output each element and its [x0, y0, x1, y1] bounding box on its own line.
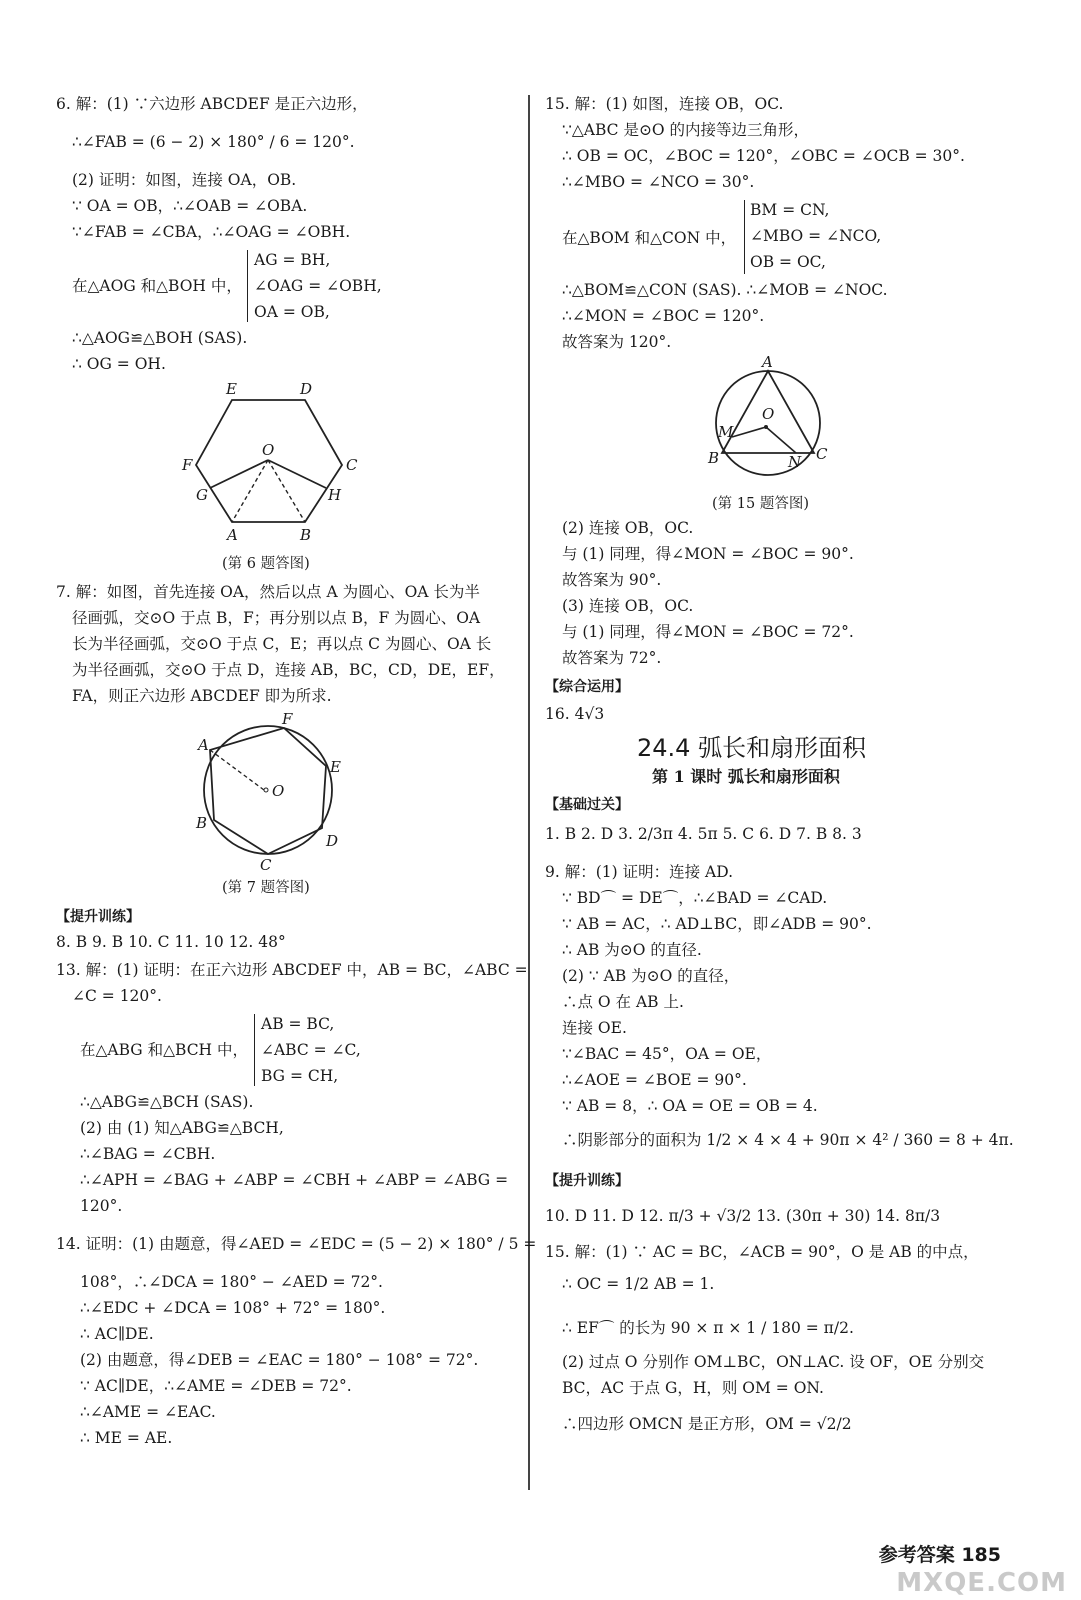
- q15b-line: (3) 连接 OB，OC.: [562, 597, 694, 615]
- answers-8-12: 8. B 9. B 10. C 11. 10 12. 48°: [56, 933, 286, 951]
- q15b-line: 故答案为 72°.: [562, 649, 662, 667]
- q13-line: ∠C = 120°.: [72, 987, 162, 1005]
- q14-line: 108°，∴∠DCA = 180° − ∠AED = 72°.: [80, 1273, 383, 1291]
- q13-cond: AB = BC,: [261, 1015, 335, 1033]
- answer-16: 16. 4√3: [545, 705, 605, 723]
- watermark: MXQE.COM: [896, 1568, 1067, 1598]
- fig15-caption: (第 15 题答图): [712, 496, 809, 512]
- section-jichu: 【基础过关】: [545, 797, 629, 813]
- q13-cond: ∠ABC = ∠C,: [261, 1041, 361, 1059]
- q14-line: ∴∠AME = ∠EAC.: [80, 1403, 216, 1421]
- fig6-label: D: [300, 380, 313, 398]
- q15r-line: ∴ EF⌒ 的长为 90 × π × 1 / 180 = π/2.: [562, 1319, 854, 1337]
- fig6-label: O: [262, 441, 275, 459]
- fig6-label: B: [300, 526, 312, 544]
- answers-1-8: 1. B 2. D 3. 2/3π 4. 5π 5. C 6. D 7. B 8. 3: [545, 825, 862, 843]
- q9-line: ∴∠AOE = ∠BOE = 90°.: [562, 1071, 747, 1089]
- q13-line: 在△ABG 和△BCH 中，: [80, 1041, 249, 1059]
- q15-line: ∴∠MON = ∠BOC = 120°.: [562, 307, 765, 325]
- q13-cond: BG = CH,: [261, 1067, 339, 1085]
- fig15-circle-triangle-diagram: [700, 355, 840, 480]
- q14-line: ∴ ME = AE.: [80, 1429, 173, 1447]
- q15r-line: BC，AC 于点 G，H，则 OM = ON.: [562, 1379, 824, 1397]
- fig15-label: N: [788, 453, 802, 471]
- q15-line: ∴∠MBO = ∠NCO = 30°.: [562, 173, 755, 191]
- fig6-label: G: [196, 486, 208, 504]
- q9-line: ∴ AB 为⊙O 的直径.: [562, 941, 702, 959]
- q15-cond: BM = CN,: [750, 201, 830, 219]
- q15-line: ∵△ABC 是⊙O 的内接等边三角形，: [562, 121, 810, 139]
- fig6-label: F: [182, 456, 193, 474]
- q15r-line: (2) 过点 O 分别作 OM⊥BC，ON⊥AC. 设 OF，OE 分别交: [562, 1353, 985, 1371]
- section-tisheng-2: 【提升训练】: [545, 1173, 629, 1189]
- q9-line: ∵ BD⌒ = DE⌒，∴∠BAD = ∠CAD.: [562, 889, 828, 907]
- q7-line: 7. 解：如图，首先连接 OA，然后以点 A 为圆心、OA 长为半: [56, 583, 480, 601]
- q9-line: ∵∠BAC = 45°，OA = OE，: [562, 1045, 772, 1063]
- q14-line: ∵ AC∥DE，∴∠AME = ∠DEB = 72°.: [80, 1377, 352, 1395]
- fig7-label: O: [272, 782, 285, 800]
- q7-line: FA，则正六边形 ABCDEF 即为所求.: [72, 687, 332, 705]
- q15-line: ∴△BOM≌△CON (SAS). ∴∠MOB = ∠NOC.: [562, 281, 888, 299]
- fig7-label: F: [282, 710, 293, 728]
- fig7-label: A: [198, 736, 209, 754]
- q6-line: ∴ OG = OH.: [72, 355, 166, 373]
- q9-line: ∵ AB = 8，∴ OA = OE = OB = 4.: [562, 1097, 818, 1115]
- brace: [247, 250, 248, 322]
- fig15-label: B: [708, 449, 720, 467]
- chapter-title: 24.4 弧长和扇形面积: [637, 734, 867, 762]
- q6-line: ∴∠FAB = (6 − 2) × 180° / 6 = 120°.: [72, 133, 355, 151]
- q13-line: ∴△ABG≌△BCH (SAS).: [80, 1093, 254, 1111]
- q15r-line: 15. 解：(1) ∵ AC = BC，∠ACB = 90°，O 是 AB 的中点，: [545, 1243, 979, 1261]
- q15-line: ∴ OB = OC，∠BOC = 120°，∠OBC = ∠OCB = 30°.: [562, 147, 965, 165]
- q9-line: ∴点 O 在 AB 上.: [562, 993, 684, 1011]
- fig7-label: E: [330, 758, 341, 776]
- q9-line: 9. 解：(1) 证明：连接 AD.: [545, 863, 734, 881]
- fig7-label: C: [260, 856, 272, 874]
- q9-line: ∵ AB = AC，∴ AD⊥BC，即∠ADB = 90°.: [562, 915, 872, 933]
- brace: [744, 200, 745, 274]
- q15b-line: 与 (1) 同理，得∠MON = ∠BOC = 72°.: [562, 623, 854, 641]
- q15-line: 故答案为 120°.: [562, 333, 672, 351]
- q13-line: ∴∠BAG = ∠CBH.: [80, 1145, 216, 1163]
- brace: [254, 1014, 255, 1086]
- fig7-label: D: [326, 832, 339, 850]
- fig6-hexagon-diagram: [170, 380, 390, 550]
- page-footer: 参考答案 185: [878, 1544, 1001, 1566]
- q7-line: 为半径画弧，交⊙O 于点 D，连接 AB，BC，CD，DE，EF，: [72, 661, 505, 679]
- fig6-label: C: [346, 456, 358, 474]
- fig6-label: E: [226, 380, 237, 398]
- q6-line: ∵∠FAB = ∠CBA，∴∠OAG = ∠OBH.: [72, 223, 351, 241]
- q14-line: ∴ AC∥DE.: [80, 1325, 154, 1343]
- section-tisheng: 【提升训练】: [56, 909, 140, 925]
- fig6-caption: (第 6 题答图): [222, 556, 310, 572]
- q15-line: 15. 解：(1) 如图，连接 OB，OC.: [545, 95, 784, 113]
- q15r-line: ∴ OC = 1/2 AB = 1.: [562, 1275, 715, 1293]
- column-divider: [528, 95, 530, 1490]
- q15-cond: OB = OC,: [750, 253, 826, 271]
- q13-line: 13. 解：(1) 证明：在正六边形 ABCDEF 中，AB = BC，∠ABC =: [56, 961, 528, 979]
- q6-cond: AG = BH,: [254, 251, 331, 269]
- q15-line: 在△BOM 和△CON 中，: [562, 229, 737, 247]
- fig7-caption: (第 7 题答图): [222, 880, 310, 896]
- fig7-label: B: [196, 814, 208, 832]
- q14-line: 14. 证明：(1) 由题意，得∠AED = ∠EDC = (5 − 2) × 180° / 5 =: [56, 1235, 537, 1253]
- q13-line: (2) 由 (1) 知△ABG≌△BCH,: [80, 1119, 284, 1137]
- section-zonghe: 【综合运用】: [545, 679, 629, 695]
- q6-line: (2) 证明：如图，连接 OA，OB.: [72, 171, 297, 189]
- q15-cond: ∠MBO = ∠NCO,: [750, 227, 882, 245]
- lesson-title: 第 1 课时 弧长和扇形面积: [652, 767, 840, 786]
- q9-line: 连接 OE.: [562, 1019, 627, 1037]
- q7-line: 径画弧，交⊙O 于点 B，F；再分别以点 B，F 为圆心、OA: [72, 609, 481, 627]
- q6-line: 6. 解：(1) ∵六边形 ABCDEF 是正六边形，: [56, 95, 368, 113]
- q6-line: ∵ OA = OB，∴∠OAB = ∠OBA.: [72, 197, 308, 215]
- q15r-line: ∴四边形 OMCN 是正方形，OM = √2/2: [562, 1415, 852, 1433]
- q6-cond: ∠OAG = ∠OBH,: [254, 277, 382, 295]
- fig15-label: O: [762, 405, 775, 423]
- q13-line: 120°.: [80, 1197, 123, 1215]
- q9-line: (2) ∵ AB 为⊙O 的直径，: [562, 967, 740, 985]
- fig6-label: H: [328, 486, 342, 504]
- q9-line: ∴阴影部分的面积为 1/2 × 4 × 4 + 90π × 4² / 360 = 8 + 4π.: [562, 1131, 1014, 1149]
- q13-line: ∴∠APH = ∠BAG + ∠ABP = ∠CBH + ∠ABP = ∠ABG =: [80, 1171, 509, 1189]
- q14-line: (2) 由题意，得∠DEB = ∠EAC = 180° − 108° = 72°.: [80, 1351, 479, 1369]
- q15b-line: 与 (1) 同理，得∠MON = ∠BOC = 90°.: [562, 545, 854, 563]
- q6-line: ∴△AOG≌△BOH (SAS).: [72, 329, 248, 347]
- q14-line: ∴∠EDC + ∠DCA = 108° + 72° = 180°.: [80, 1299, 386, 1317]
- q15b-line: 故答案为 90°.: [562, 571, 662, 589]
- fig15-label: C: [816, 445, 828, 463]
- q6-cond: OA = OB,: [254, 303, 330, 321]
- answers-10-14: 10. D 11. D 12. π/3 + √3/2 13. (30π + 30) 14. 8π/3: [545, 1207, 941, 1225]
- q6-line: 在△AOG 和△BOH 中，: [72, 277, 242, 295]
- fig6-label: A: [227, 526, 238, 544]
- fig15-label: M: [718, 423, 734, 441]
- fig15-label: A: [762, 355, 773, 371]
- q15b-line: (2) 连接 OB，OC.: [562, 519, 694, 537]
- q7-line: 长为半径画弧，交⊙O 于点 C，E；再以点 C 为圆心、OA 长: [72, 635, 492, 653]
- fig7-inscribed-hexagon-diagram: [180, 710, 350, 875]
